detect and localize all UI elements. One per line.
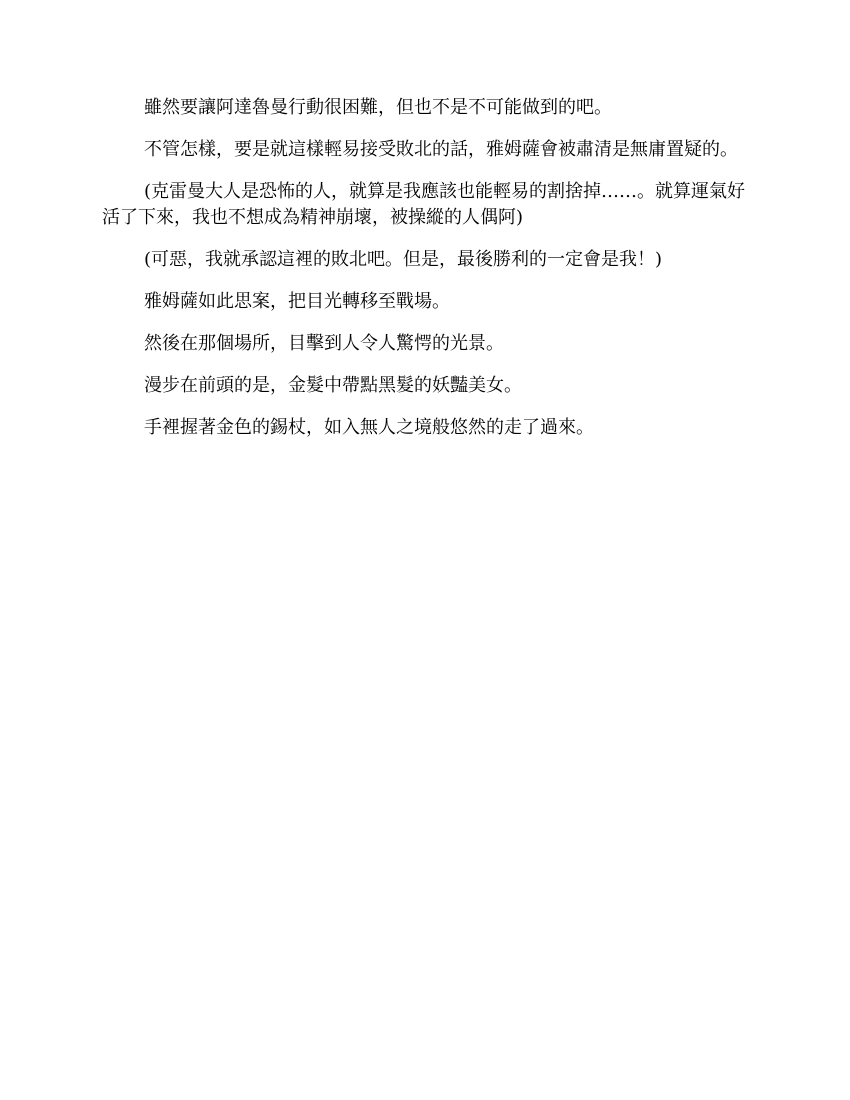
paragraph: (克雷曼大人是恐怖的人，就算是我應該也能輕易的割捨掉……。就算運氣好活了下來，我也不想成為精神崩壞，被操縱的人偶阿) [102,181,746,228]
paragraph: 然後在那個場所，目擊到人令人驚愕的光景。 [144,333,504,354]
paragraph: 不管怎樣，要是就這樣輕易接受敗北的話，雅姆薩會被肅清是無庸置疑的。 [144,139,738,160]
document-page [102,95,750,457]
paragraph: 漫步在前頭的是，金髮中帶點黑髮的妖豔美女。 [144,375,522,396]
paragraph: (可惡，我就承認這裡的敗北吧。但是，最後勝利的一定會是我！) [144,249,663,270]
paragraph: 雖然要讓阿達魯曼行動很困難，但也不是不可能做到的吧。 [144,97,612,118]
paragraph: 手裡握著金色的錫杖，如入無人之境般悠然的走了過來。 [144,417,594,438]
paragraph: 雅姆薩如此思案，把目光轉移至戰場。 [144,291,450,312]
